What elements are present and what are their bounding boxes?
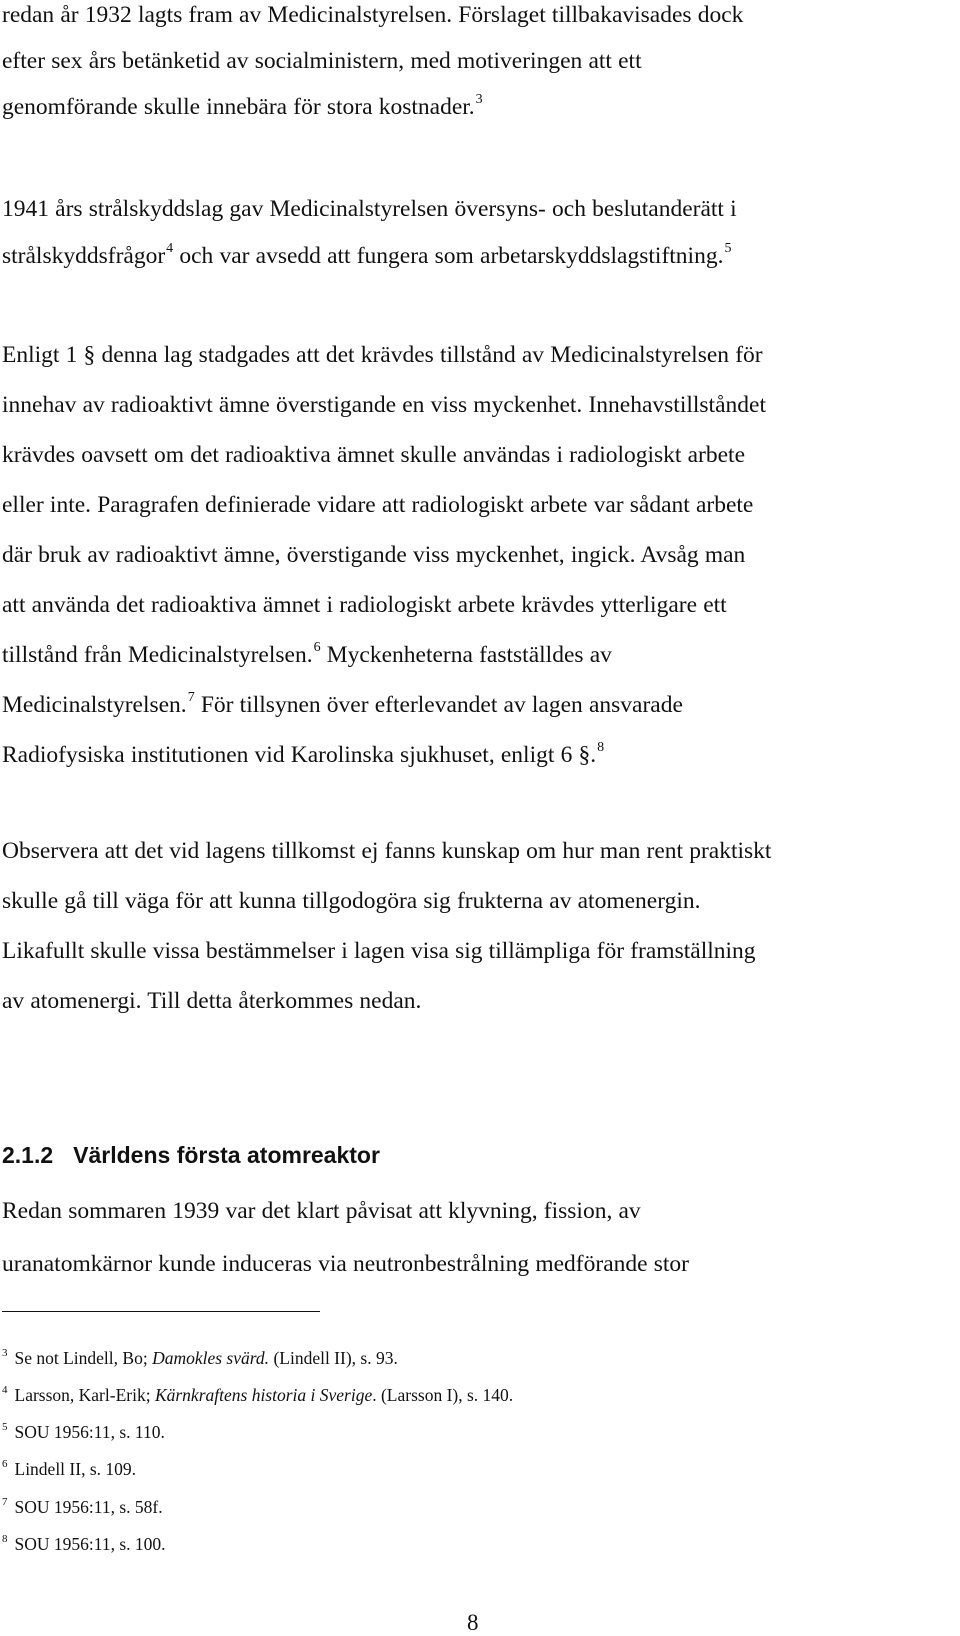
paragraph-3-line-7-text-b: Myckenheterna fastställdes av <box>320 642 612 668</box>
section-number: 2.1.2 <box>2 1142 54 1168</box>
footnote-number: 4 <box>2 1384 8 1396</box>
paragraph-1-line-3-text: genomförande skulle innebära för stora kostnader. <box>2 94 475 120</box>
footnote-title: Kärnkraftens historia i Sverige <box>154 1385 373 1405</box>
paragraph-2-line-2 <box>2 241 731 275</box>
paragraph-3-line-7 <box>2 640 612 674</box>
paragraph-4-line-4: av atomenergi. Till detta återkommes nedan. <box>2 988 422 1014</box>
paragraph-3-line-6: att använda det radioaktiva ämnet i radiologiskt arbete krävdes ytterligare ett <box>2 592 727 618</box>
paragraph-4-line-3: Likafullt skulle vissa bestämmelser i lagen visa sig tillämpliga för framställning <box>2 938 756 964</box>
paragraph-2-line-1: 1941 års strålskyddslag gav Medicinalstyrelsen översyns- och beslutanderätt i <box>2 196 737 222</box>
paragraph-3-line-9 <box>2 740 604 774</box>
paragraph-1-line-3 <box>2 92 483 126</box>
footnote-5 <box>2 1420 165 1447</box>
footnote-text: Lindell II, s. 109. <box>14 1459 137 1479</box>
page-number: 8 <box>467 1610 479 1635</box>
footnote-number: 5 <box>2 1421 8 1433</box>
footnote-title: Damokles svärd. <box>152 1348 270 1368</box>
footnote-ref-8: 8 <box>597 740 605 755</box>
paragraph-1-line-2: efter sex års betänketid av socialministern, med motiveringen att ett <box>2 48 642 74</box>
paragraph-4-line-2: skulle gå till väga för att kunna tillgodogöra sig frukterna av atomenergin. <box>2 888 701 914</box>
footnote-separator <box>2 1311 320 1312</box>
paragraph-3-line-8-text-b: För tillsynen över efterlevandet av lagen ansvarade <box>194 692 683 718</box>
section-heading <box>2 1140 380 1170</box>
paragraph-3-line-4: eller inte. Paragrafen definierade vidare att radiologiskt arbete var sådant arbete <box>2 492 754 518</box>
paragraph-5-line-2: uranatomkärnor kunde induceras via neutronbestrålning medförande stor <box>2 1251 689 1277</box>
paragraph-3-line-9-text: Radiofysiska institutionen vid Karolinska sjukhuset, enligt 6 §. <box>2 742 597 768</box>
paragraph-3-line-3: krävdes oavsett om det radioaktiva ämnet skulle användas i radiologiskt arbete <box>2 442 746 468</box>
paragraph-3-line-8-text-a: Medicinalstyrelsen. <box>2 692 187 718</box>
paragraph-4-line-1: Observera att det vid lagens tillkomst ej fanns kunskap om hur man rent praktiskt <box>2 838 772 864</box>
footnote-8 <box>2 1532 166 1559</box>
footnote-number: 8 <box>2 1533 8 1545</box>
footnote-ref-3: 3 <box>475 92 483 107</box>
footnote-text-post: (Lindell II), s. 93. <box>269 1348 398 1368</box>
paragraph-1-line-1: redan år 1932 lagts fram av Medicinalstyrelsen. Förslaget tillbakavisades dock <box>2 2 744 28</box>
footnote-text: Se not Lindell, Bo; <box>14 1348 153 1368</box>
footnote-4 <box>2 1383 513 1410</box>
paragraph-5-line-1: Redan sommaren 1939 var det klart påvisat att klyvning, fission, av <box>2 1198 641 1224</box>
footnote-ref-6: 6 <box>313 640 321 655</box>
paragraph-3-line-8 <box>2 690 683 724</box>
paragraph-2-line-2-text-a: strålskyddsfrågor <box>2 243 166 269</box>
paragraph-3-line-2: innehav av radioaktivt ämne överstigande en viss myckenhet. Innehavstillståndet <box>2 392 766 418</box>
footnote-ref-4: 4 <box>166 241 174 256</box>
footnote-number: 3 <box>2 1347 8 1359</box>
footnote-number: 6 <box>2 1458 8 1470</box>
footnote-text: Larsson, Karl-Erik; <box>14 1385 155 1405</box>
footnote-ref-5: 5 <box>724 241 732 256</box>
paragraph-3-line-7-text-a: tillstånd från Medicinalstyrelsen. <box>2 642 313 668</box>
footnote-text: SOU 1956:11, s. 110. <box>14 1422 165 1442</box>
footnote-7 <box>2 1495 163 1522</box>
footnote-text: SOU 1956:11, s. 100. <box>14 1534 166 1554</box>
footnote-number: 7 <box>2 1496 8 1508</box>
footnote-text-post: . (Larsson I), s. 140. <box>372 1385 514 1405</box>
paragraph-3-line-5: där bruk av radioaktivt ämne, överstigande viss myckenhet, ingick. Avsåg man <box>2 542 746 568</box>
footnote-ref-7: 7 <box>187 690 195 705</box>
footnote-3 <box>2 1346 398 1373</box>
footnote-6 <box>2 1457 136 1484</box>
paragraph-3-line-1: Enligt 1 § denna lag stadgades att det krävdes tillstånd av Medicinalstyrelsen för <box>2 342 763 368</box>
section-title: Världens första atomreaktor <box>73 1142 380 1168</box>
footnote-text: SOU 1956:11, s. 58f. <box>14 1497 163 1517</box>
paragraph-2-line-2-text-b: och var avsedd att fungera som arbetarskyddslagstiftning. <box>173 243 724 269</box>
